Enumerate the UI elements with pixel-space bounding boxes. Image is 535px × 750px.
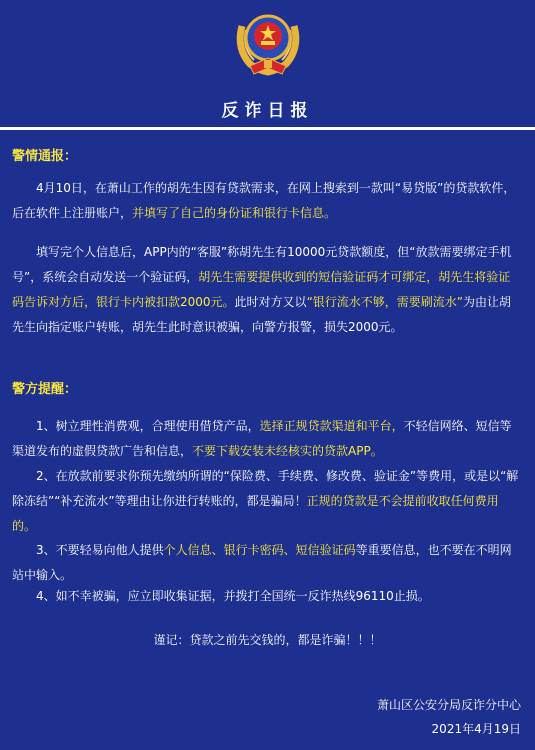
alert-p2-text-2: 此时对方又以 (234, 295, 307, 309)
tip-2-text: 2、在放款前要求你预先缴纳所谓的“保险费、手续费、修改费、验证金”等费用，或是以“解除冻结”“补充流水”等理由让你进行转账的，都是骗局！ (12, 469, 519, 508)
alert-section-label: 警情通报： (12, 149, 78, 164)
page-title: 反诈日报 (221, 101, 314, 121)
alert-p2-highlight-2: “银行流水不够，需要刷流水” (306, 295, 463, 309)
tip-1-text: 1、树立理性消费观，合理使用借贷产品， (36, 419, 260, 433)
alert-paragraph-1 (12, 176, 520, 226)
title-divider (0, 127, 535, 130)
police-emblem-icon (232, 4, 304, 78)
alert-p1-text: 4月10日，在萧山工作的胡先生因有贷款需求，在网上搜索到一款叫“易贷版”的贷款软件，后在软件上注册账户， (12, 181, 516, 220)
alert-p2-text: 填写完个人信息后，APP内的“客服”称胡先生有10000元贷款额度，但“放款需要绑定手机号”，系统会自动发送一个验证码， (12, 245, 512, 284)
warning-line: 谨记：贷款之前先交钱的，都是诈骗！！！ (153, 633, 382, 647)
alert-p2-text-3: 为由让胡先生向指定账户转账，胡先生此时意识被骗，向警方报警，损失2000元。 (12, 295, 512, 334)
tip-4-text: 4、如不幸被骗，应立即收集证据，并拨打全国统一反诈热线96110止损。 (36, 589, 430, 603)
tip-3-text: 3、不要轻易向他人提供 (36, 543, 164, 557)
tip-3-highlight: 个人信息、银行卡密码、短信验证码 (163, 543, 356, 557)
tip-1-highlight: 选择正规贷款渠道和平台， (259, 419, 404, 433)
tip-1-highlight-2: 不要下载安装未经核实的贷款APP。 (192, 444, 383, 458)
issue-date: 2021年4月19日 (431, 722, 521, 736)
alert-p2-highlight: 胡先生需要提供收到的短信验证码才可绑定，胡先生将验证码告诉对方后，银行卡内被扣款2000元。 (12, 270, 511, 309)
tip-3-text-2: 等重要信息，也不要在不明网站中输入。 (12, 543, 512, 582)
tip-3 (12, 538, 520, 588)
tip-1-text-2: 不轻信网络、短信等渠道发布的虚假贷款广告和信息， (12, 419, 512, 458)
tip-4 (12, 584, 520, 609)
tip-1 (12, 414, 520, 464)
tip-2 (12, 464, 520, 539)
reminder-section-label: 警方提醒： (12, 382, 78, 397)
issuing-organization: 萧山区公安分局反诈分中心 (376, 698, 521, 712)
tip-2-highlight: 正规的贷款是不会提前收取任何费用的。 (12, 494, 499, 533)
alert-p1-highlight: 并填写了自己的身份证和银行卡信息。 (132, 206, 337, 220)
alert-paragraph-2 (12, 240, 520, 340)
